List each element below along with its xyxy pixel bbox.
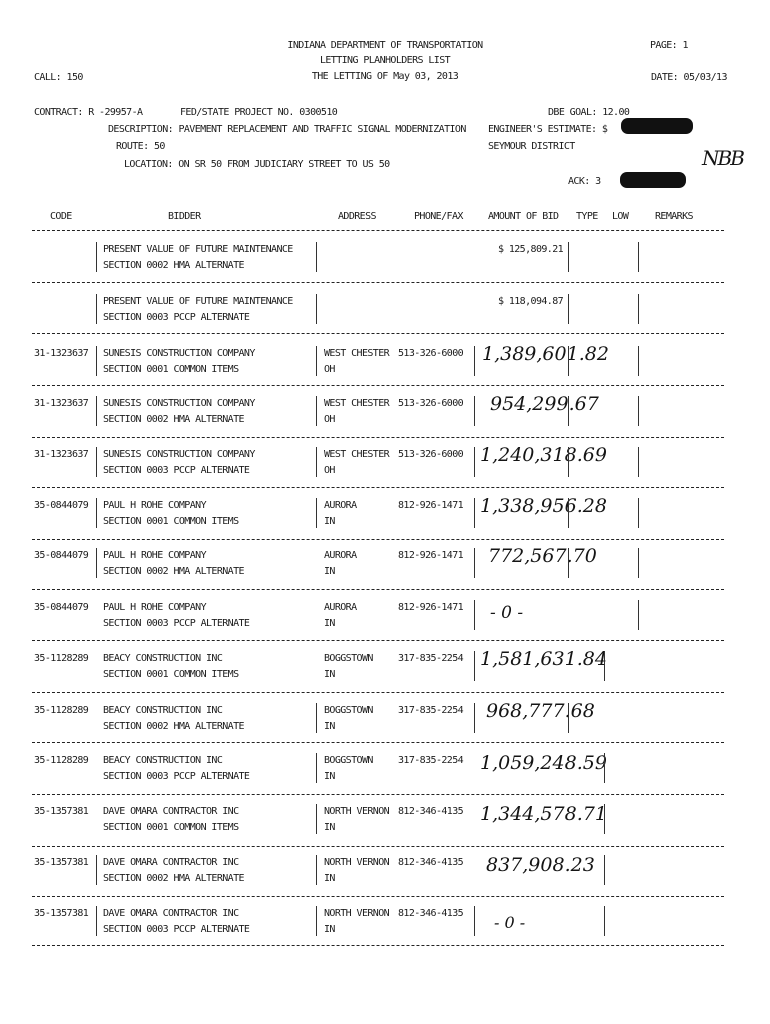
bid-amount: 837,908.23 — [486, 854, 595, 876]
column-bar — [316, 242, 317, 272]
list-title: LETTING PLANHOLDERS LIST — [319, 55, 451, 66]
row-divider — [32, 640, 724, 641]
column-bar — [638, 294, 639, 324]
bid-section: SECTION 0001 COMMON ITEMS — [103, 669, 239, 680]
bid-amount: 772,567.70 — [488, 545, 597, 567]
bidder-name: DAVE OMARA CONTRACTOR INC — [103, 857, 239, 868]
column-bar — [638, 447, 639, 477]
column-bar — [96, 346, 97, 376]
col-remarks: REMARKS — [655, 211, 693, 222]
pv-line1: PRESENT VALUE OF FUTURE MAINTENANCE — [103, 244, 293, 255]
acknowledgements: ACK: 3 — [568, 176, 601, 187]
bidder-city: WEST CHESTER — [324, 449, 390, 460]
bidder-state: IN — [324, 771, 335, 782]
bidder-name: SUNESIS CONSTRUCTION COMPANY — [103, 449, 255, 460]
column-bar — [96, 548, 97, 578]
column-bar — [316, 855, 317, 885]
row-divider — [32, 589, 724, 590]
bid-amount: 1,344,578.71 — [480, 803, 607, 825]
bid-amount: 1,389,601.82 — [482, 343, 609, 365]
bidder-name: DAVE OMARA CONTRACTOR INC — [103, 908, 239, 919]
bidder-city: BOGGSTOWN — [324, 653, 373, 664]
ack-redaction — [620, 172, 686, 188]
column-bar — [96, 447, 97, 477]
print-date: DATE: 05/03/13 — [651, 72, 727, 83]
column-bar — [96, 396, 97, 426]
column-bar — [474, 396, 475, 426]
engineer-estimate: ENGINEER'S ESTIMATE: $ — [488, 124, 608, 135]
bidder-state: IN — [324, 822, 335, 833]
row-divider — [32, 333, 724, 334]
column-bar — [638, 242, 639, 272]
column-bar — [474, 600, 475, 630]
pv-line1: PRESENT VALUE OF FUTURE MAINTENANCE — [103, 296, 293, 307]
column-bar — [568, 498, 569, 528]
column-bar — [568, 396, 569, 426]
bidder-phone: 812-926-1471 — [398, 602, 464, 613]
column-bar — [474, 548, 475, 578]
vendor-code: 35-1357381 — [34, 857, 89, 868]
bid-amount: 1,338,956.28 — [480, 495, 607, 517]
bid-amount: 1,581,631.84 — [480, 648, 607, 670]
contract-district: SEYMOUR DISTRICT — [488, 141, 575, 152]
column-bar — [96, 906, 97, 936]
column-bar — [96, 242, 97, 272]
bidder-phone: 513-326-6000 — [398, 348, 464, 359]
row-divider — [32, 794, 724, 795]
bidder-city: AURORA — [324, 550, 357, 561]
bid-section: SECTION 0002 HMA ALTERNATE — [103, 873, 244, 884]
bid-amount: - 0 - — [494, 913, 526, 932]
column-bar — [568, 548, 569, 578]
bidder-state: IN — [324, 721, 335, 732]
bidder-name: BEACY CONSTRUCTION INC — [103, 755, 223, 766]
vendor-code: 35-1128289 — [34, 705, 89, 716]
col-address: ADDRESS — [338, 211, 376, 222]
col-type: TYPE — [576, 211, 598, 222]
vendor-code: 35-0844079 — [34, 500, 89, 511]
agency-title: INDIANA DEPARTMENT OF TRANSPORTATION — [287, 40, 483, 51]
bidder-city: WEST CHESTER — [324, 398, 390, 409]
bid-section: SECTION 0002 HMA ALTERNATE — [103, 566, 244, 577]
bid-section: SECTION 0001 COMMON ITEMS — [103, 364, 239, 375]
column-bar — [316, 346, 317, 376]
col-phone: PHONE/FAX — [414, 211, 463, 222]
column-bar — [474, 651, 475, 681]
row-divider — [32, 282, 724, 283]
vendor-code: 31-1323637 — [34, 398, 89, 409]
vendor-code: 31-1323637 — [34, 449, 89, 460]
bidder-phone: 317-835-2254 — [398, 755, 464, 766]
vendor-code: 35-1357381 — [34, 908, 89, 919]
bidder-state: IN — [324, 669, 335, 680]
column-bar — [316, 294, 317, 324]
call-number: CALL: 150 — [34, 72, 83, 83]
column-bar — [604, 804, 605, 834]
bid-section: SECTION 0002 HMA ALTERNATE — [103, 721, 244, 732]
bidder-phone: 513-326-6000 — [398, 449, 464, 460]
vendor-code: 31-1323637 — [34, 348, 89, 359]
column-bar — [604, 651, 605, 681]
column-bar — [474, 906, 475, 936]
bidder-phone: 513-326-6000 — [398, 398, 464, 409]
bidder-phone: 812-346-4135 — [398, 806, 464, 817]
column-bar — [316, 804, 317, 834]
bidder-name: DAVE OMARA CONTRACTOR INC — [103, 806, 239, 817]
column-bar — [316, 753, 317, 783]
column-bar — [96, 498, 97, 528]
column-bar — [568, 703, 569, 733]
row-divider — [32, 692, 724, 693]
bidder-name: PAUL H ROHE COMPANY — [103, 500, 206, 511]
column-bar — [474, 703, 475, 733]
bidder-state: OH — [324, 414, 335, 425]
column-bar — [638, 396, 639, 426]
column-bar — [474, 447, 475, 477]
bid-section: SECTION 0003 PCCP ALTERNATE — [103, 924, 250, 935]
column-bar — [474, 498, 475, 528]
pv-line2: SECTION 0003 PCCP ALTERNATE — [103, 312, 250, 323]
letting-date: THE LETTING OF May 03, 2013 — [311, 71, 459, 82]
pv-amount: $ 125,809.21 — [498, 244, 564, 255]
bidder-phone: 317-835-2254 — [398, 653, 464, 664]
col-low: LOW — [612, 211, 629, 222]
bidder-state: IN — [324, 566, 335, 577]
bidder-state: IN — [324, 618, 335, 629]
contract-description: DESCRIPTION: PAVEMENT REPLACEMENT AND TRAFFIC SIGNAL MODERNIZATION — [108, 124, 466, 135]
column-bar — [638, 346, 639, 376]
row-divider — [32, 896, 724, 897]
contract-route: ROUTE: 50 — [116, 141, 165, 152]
column-bar — [568, 447, 569, 477]
column-bar — [316, 498, 317, 528]
bidder-phone: 812-346-4135 — [398, 908, 464, 919]
header-divider — [32, 230, 724, 231]
bidder-city: AURORA — [324, 602, 357, 613]
column-bar — [96, 855, 97, 885]
estimate-redaction — [621, 118, 693, 134]
bidder-phone: 812-926-1471 — [398, 500, 464, 511]
bid-amount: 968,777.68 — [486, 700, 595, 722]
dbe-goal: DBE GOAL: 12.00 — [548, 107, 630, 118]
bid-section: SECTION 0003 PCCP ALTERNATE — [103, 618, 250, 629]
column-bar — [568, 242, 569, 272]
column-bar — [568, 294, 569, 324]
bidder-phone: 812-346-4135 — [398, 857, 464, 868]
bid-section: SECTION 0003 PCCP ALTERNATE — [103, 465, 250, 476]
vendor-code: 35-1128289 — [34, 653, 89, 664]
column-bar — [474, 346, 475, 376]
bidder-name: PAUL H ROHE COMPANY — [103, 602, 206, 613]
column-bar — [604, 855, 605, 885]
bidder-name: BEACY CONSTRUCTION INC — [103, 653, 223, 664]
bidder-city: WEST CHESTER — [324, 348, 390, 359]
bidder-name: SUNESIS CONSTRUCTION COMPANY — [103, 398, 255, 409]
column-bar — [638, 548, 639, 578]
col-code: CODE — [50, 211, 72, 222]
bidder-city: AURORA — [324, 500, 357, 511]
col-amount: AMOUNT OF BID — [488, 211, 559, 222]
row-divider — [32, 539, 724, 540]
vendor-code: 35-0844079 — [34, 602, 89, 613]
project-number: FED/STATE PROJECT NO. 0300510 — [180, 107, 338, 118]
bidder-phone: 812-926-1471 — [398, 550, 464, 561]
bid-section: SECTION 0002 HMA ALTERNATE — [103, 414, 244, 425]
vendor-code: 35-1357381 — [34, 806, 89, 817]
bidder-state: IN — [324, 516, 335, 527]
row-divider — [32, 437, 724, 438]
bid-section: SECTION 0001 COMMON ITEMS — [103, 516, 239, 527]
bidder-name: BEACY CONSTRUCTION INC — [103, 705, 223, 716]
bid-amount: - 0 - — [490, 603, 524, 623]
bidder-name: PAUL H ROHE COMPANY — [103, 550, 206, 561]
column-bar — [316, 447, 317, 477]
page-number: PAGE: 1 — [650, 40, 688, 51]
row-divider — [32, 945, 724, 946]
column-bar — [638, 600, 639, 630]
col-bidder: BIDDER — [168, 211, 201, 222]
bidder-city: BOGGSTOWN — [324, 755, 373, 766]
column-bar — [316, 703, 317, 733]
row-divider — [32, 846, 724, 847]
bidder-state: IN — [324, 924, 335, 935]
column-bar — [316, 906, 317, 936]
column-bar — [604, 753, 605, 783]
bid-amount: 1,059,248.59 — [480, 752, 607, 774]
bid-section: SECTION 0001 COMMON ITEMS — [103, 822, 239, 833]
column-bar — [568, 346, 569, 376]
bidder-state: OH — [324, 465, 335, 476]
bidder-city: BOGGSTOWN — [324, 705, 373, 716]
bidder-phone: 317-835-2254 — [398, 705, 464, 716]
vendor-code: 35-0844079 — [34, 550, 89, 561]
handwritten-initials: NBB — [702, 146, 743, 170]
pv-amount: $ 118,094.87 — [498, 296, 564, 307]
row-divider — [32, 385, 724, 386]
bidder-city: NORTH VERNON — [324, 806, 390, 817]
row-divider — [32, 742, 724, 743]
contract-number: CONTRACT: R -29957-A — [34, 107, 143, 118]
bidder-state: OH — [324, 364, 335, 375]
bidder-city: NORTH VERNON — [324, 908, 390, 919]
contract-location: LOCATION: ON SR 50 FROM JUDICIARY STREET TO US 50 — [124, 159, 390, 170]
column-bar — [316, 396, 317, 426]
column-bar — [638, 498, 639, 528]
bidder-name: SUNESIS CONSTRUCTION COMPANY — [103, 348, 255, 359]
vendor-code: 35-1128289 — [34, 755, 89, 766]
column-bar — [604, 906, 605, 936]
bidder-city: NORTH VERNON — [324, 857, 390, 868]
row-divider — [32, 487, 724, 488]
pv-line2: SECTION 0002 HMA ALTERNATE — [103, 260, 244, 271]
column-bar — [96, 294, 97, 324]
bid-amount: 954,299.67 — [490, 393, 599, 415]
bid-amount: 1,240,318.69 — [480, 444, 607, 466]
bidder-state: IN — [324, 873, 335, 884]
bid-section: SECTION 0003 PCCP ALTERNATE — [103, 771, 250, 782]
